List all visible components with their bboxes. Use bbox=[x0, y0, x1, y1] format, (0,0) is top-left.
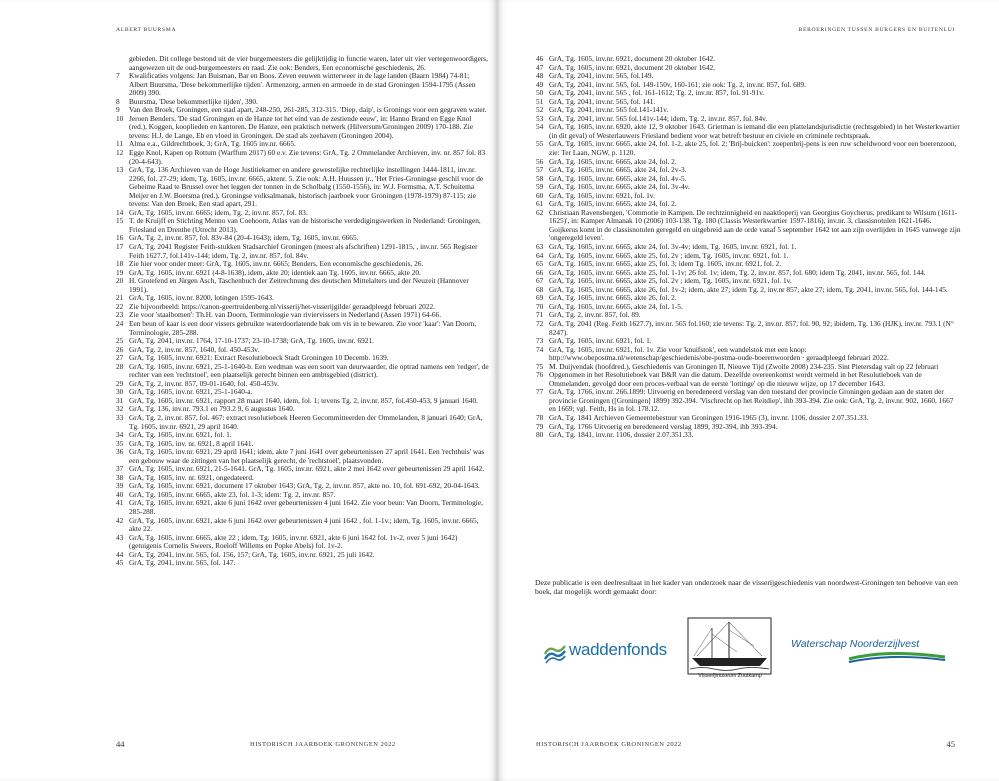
endnote-number: 56 bbox=[536, 156, 544, 166]
endnote-number: 36 bbox=[116, 447, 124, 457]
endnote-text: GrA, Tg. 2041, inv.nr. 565, fol. 141. bbox=[549, 96, 656, 106]
endnote-text: GrA, Tg. 1605, inv.nr. 6921, akte 6 juni 1642 over gebeurtenissen 4 juni 1642. Zie voor beun: Van Doorn, Terminologie, 285-288. bbox=[129, 498, 483, 516]
endnote-number: 46 bbox=[536, 54, 544, 63]
endnote-text: GrA, Tg. 1605, inv.nr. 6921, 21-5-1641. GrA, Tg. 1605, inv.nr. 6921, akte 2 mei 1642 over gebeurtenissen 29 april 1642. bbox=[129, 464, 485, 474]
endnote bbox=[116, 448, 489, 465]
endnote-number: 14 bbox=[116, 207, 124, 217]
endnote-number: 42 bbox=[116, 515, 124, 525]
endnote-number: 70 bbox=[536, 301, 544, 311]
endnote bbox=[536, 346, 962, 363]
endnote-text: Kwalificaties volgens: Jan Buisman, Bar en Boos. Zeven eeuwen winterweer in de lage landen (Baarn 1984) 74-81; Albert Buursma, 'Dese bekommerlijke tijden'. Armenzorg, armen en armoede in de stad Groningen 1594-1795 (Assen 2009) 390. bbox=[129, 71, 476, 98]
endnote-number: 54 bbox=[536, 122, 544, 132]
endnote-text: GrA, Tg. 1605, inv.nr. 6665, akte 24, fol. 4v-5. bbox=[549, 173, 687, 183]
fishing-boat-icon bbox=[682, 616, 777, 676]
waddenfonds-logo bbox=[543, 636, 673, 666]
endnote-text: GrA, Tg. 1605, inv.nr. 6921 (4-8-1638), idem, akte 20; identiek aan Tg. 1605, inv.nr. 6665, akte 20. bbox=[129, 267, 421, 277]
running-head-left: ALBERT BUURSMA bbox=[116, 27, 177, 33]
endnote bbox=[116, 320, 489, 337]
endnote-number: 64 bbox=[536, 250, 544, 260]
endnote-text: GrA, Tg. 1605, inv.nr. 6921, akte 6 juni 1642 over gebeurtenissen 4 juni 1642 , fol. 1-1v.; idem, Tg. 1605, inv.nr. 6665, akte 22. bbox=[129, 515, 479, 534]
endnote bbox=[116, 534, 489, 551]
endnote-number: 66 bbox=[536, 267, 544, 277]
endnote-text: GrA, Tg. 1605, inv. nr. 6921, 8 april 1641. bbox=[129, 438, 254, 448]
endnote-number: 60 bbox=[536, 190, 544, 200]
endnote bbox=[116, 277, 489, 294]
endnote-text: GrA, Tg. 1605, inv.nr. 6921, fol. 1. bbox=[549, 336, 652, 346]
endnote-text: GrA, Tg. 2, inv.nr. 857, fol. 89. bbox=[549, 310, 641, 320]
endnote-number: 53 bbox=[536, 113, 544, 123]
endnote-number: 11 bbox=[116, 139, 124, 149]
endnote-text: GrA, Tg. 1605, inv.nr. 6665, akte 22 ; idem, Tg. 1605, inv.nr. 6921, akte 6 juni 1642 fol. 1v-2, over 5 juni 1642) (getuigenis Cornelis Sweers, Roeloff Willems en Popke Abels) fol. 1v-2. bbox=[129, 532, 458, 551]
footer-left: HISTORISCH JAARBOEK GRONINGEN 2022 bbox=[250, 741, 396, 748]
endnote-number: 51 bbox=[536, 96, 544, 106]
endnote-number: 8 bbox=[116, 96, 120, 106]
endnote bbox=[536, 140, 962, 157]
endnote-number: 32 bbox=[116, 404, 124, 414]
endnote bbox=[536, 123, 962, 140]
waterschap-logo bbox=[791, 634, 965, 674]
endnote-text: GrA, Tg. 1605, inv.nr. 6665, akte 26, fol. 2. bbox=[549, 293, 677, 303]
endnotes-right bbox=[536, 55, 962, 440]
endnote-number: 37 bbox=[116, 464, 124, 474]
endnote-number: 43 bbox=[116, 532, 124, 542]
endnote-text: GrA, Tg. 1605, inv.nr. 6921, 25-1-1640-b. Een wedman was een soort van deurwaarder, die optrad namens een 'redger', de rechter van een 'rechtstoel', een plaatselijk gerecht binnen een ambtsgebied (district). bbox=[129, 361, 489, 380]
endnote bbox=[116, 217, 489, 234]
endnote-text: GrA, Tg. 1605, inv.nr. 6665, akte 24, fol. 2. bbox=[549, 156, 677, 166]
endnote-text: GrA, Tg. 1605, inv.nr. 6921, fol. 1v. Zie voor 'knuifstok', een wandelstok met een knop: http://www.obepostma.nl/wetenschap/geschiedenis/obe-postma-oude-boerenwoorden · geraadpleegd februari 2022. bbox=[549, 344, 889, 363]
waterschap-swoosh-icon bbox=[847, 651, 947, 663]
endnote-number: 71 bbox=[536, 310, 544, 320]
endnote-number: 49 bbox=[536, 79, 544, 89]
endnote-text: GrA, Tg. 2, inv.nr. 857, 1640, fol. 450-453v. bbox=[129, 344, 260, 354]
running-head-right: BEROERINGEN TUSSEN BURGERS EN BUITENLUI bbox=[798, 27, 955, 33]
endnote-number: 33 bbox=[116, 412, 124, 422]
endnote-number: 35 bbox=[116, 438, 124, 448]
endnote-text: GrA, Tg. 1605, inv.nr. 6921, 25-1-1640-a. bbox=[129, 387, 253, 397]
endnote-number: 13 bbox=[116, 165, 124, 175]
endnote-text: GrA, Tg. 1605, inv.nr. 6665, akte 24, fol. 1-2, akte 25, fol. 2; 'Brij-buicken': zoepenbrij-pens is een ruw scheldwoord voor een boerenzoon, zie: Ter Laan, NGW, p. 1120. bbox=[549, 139, 957, 158]
endnote-text: GrA, Tg. 1605, inv.nr. 6665, akte 24, fol. 1-5. bbox=[549, 301, 683, 311]
endnote bbox=[116, 517, 489, 534]
endnote-number: 9 bbox=[116, 105, 120, 115]
note-continuation: gebieden. Dit college bestond uit de vier burgemeesters die gelijktijdig in functie waren, later uit vier vertegenwoordigers, aangewezen uit de oud-burgemeesters en raad. Zie ook: Benders, Een economische geschiedenis, 26. bbox=[129, 54, 488, 72]
endnote-number: 80 bbox=[536, 430, 544, 440]
endnote-text: GrA, Tg. 2041, inv.nr. 565, fol. 147. bbox=[129, 558, 236, 568]
endnote-text: Zie voor 'staalbomen': Th.H. van Doorn, Terminologie van riviervissers in Nederland (Assen 1971) 64-66. bbox=[129, 310, 442, 320]
sponsor-statement: Deze publicatie is een deelresultaat in het kader van onderzoek naar de visserijgeschiedenis van noordwest-Groningen ten behoeve van een boek, dat mogelijk wordt gemaakt door: bbox=[535, 578, 958, 597]
endnote bbox=[116, 363, 489, 380]
endnote-text: GrA, Tg. 2041 Register Feith-stukken Stadsarchief Groningen (meest als afschriften) 1291-1815, , inv.nr. 565 Register Feith 1627.7, fol.141v-144; idem, Tg. 2, inv.nr. 857, fol. 84v. bbox=[129, 242, 478, 260]
endnote-text: GrA, Tg. 136 Archieven van de Hoge Justitiekamer en andere gewestelijke rechterlijke instellingen 1444-1811, inv.nr. 2266, fol. 27-29; idem, Tg. 1605, inv.nr. 6665, aktenr. 5. Zie ook: A.H. Huussen jr., 'Het Fries-Groningse geschil voor de Geheime Raad te Brussel over het leggen der tonnen in de Scholbalg (1550-1556), in: W.J. Formsma, A.T. Schuitema Meijer en J.W. Boersma (red.), Groningse volksalmanak, historisch jaarboek voor Groningen (1978-1979) 87-115; zie tevens: Van den Broek, Een stad apart, 291. bbox=[129, 165, 484, 209]
endnote-number: 69 bbox=[536, 293, 544, 303]
endnote-text: GrA, Tg. 2041, inv.nr. 565 fol.141v-144; idem, Tg. 2, inv.nr. 857, fol. 84v. bbox=[549, 113, 768, 123]
endnote bbox=[116, 72, 489, 98]
endnote-number: 73 bbox=[536, 336, 544, 346]
endnote-text: GrA, Tg. 2041 (Reg. Feith 1627.7), inv.nr. 565 fol.160; zie tevens: Tg. 2, inv.nr. 857, fol. 90, 92; ibidem, Tg. 136 (HJK), inv.nr. 793.1 (N° 8247). bbox=[549, 318, 954, 337]
endnote-text: GrA, Tg. 1766 Uitvoerig en beredeneerd verslag 1899, 392-394, ihb 393-394. bbox=[549, 421, 778, 431]
endnote-number: 67 bbox=[536, 276, 544, 286]
endnote-text: GrA, Tg. 1605, inv.nr. 6921, document 17 oktober 1643; GrA, Tg. 2, inv.nr. 857, akte no. 10, fol. 691-692, 20-04-1643. bbox=[129, 481, 480, 491]
endnote-text: GrA, Tg. 1605, inv.nr. 6921, rapport 28 maart 1640, idem, fol. 1; tevens Tg. 2, inv.nr. 857, fol.450-453, 9 januari 1640. bbox=[129, 395, 478, 405]
endnote-number: 17 bbox=[116, 242, 124, 252]
endnote bbox=[536, 371, 962, 388]
endnote-number: 15 bbox=[116, 216, 124, 226]
endnote-text: GrA, Tg. 1605, inv.nr. 6665, akte 25, fol. 3; idem Tg. 1605, inv.nr. 6921, fol. 2. bbox=[549, 259, 782, 269]
waddenfonds-wave-icon bbox=[543, 640, 567, 664]
endnote-text: GrA, Tg. 1605, inv.nr. 6665, akte 25, fol. 1-1v; 26 fol. 1v; idem, Tg. 2, inv.nr. 857, fol. 680; idem Tg. 2041, inv.nr. 565, fol. 144. bbox=[549, 267, 926, 277]
left-page bbox=[0, 0, 497, 781]
endnote-number: 50 bbox=[536, 88, 544, 98]
waterschap-wordmark: Waterschap Noorderzijlvest bbox=[791, 638, 920, 650]
visserijmuseum-caption: Visserijmuseum Zoutkamp bbox=[698, 673, 762, 679]
endnote-text: GrA, Tg. 1766, inv.nr. 266.1899: Uitvoerig en beredeneerd verslag van den toestand der provincie Groningen gedaan aan de staten der provincie Groningen ([Groningen] 1899) 392-394. 'Vischrecht op het Reitdiep', ihb 393-394. Zie ook: GrA, Tg. 2, inv.nr. 902, 1660, 1667 en 1669; vgl. Feith, Hs in fol. 178.12. bbox=[549, 387, 954, 414]
endnote bbox=[116, 243, 489, 260]
footer-right: HISTORISCH JAARBOEK GRONINGEN 2022 bbox=[536, 741, 682, 748]
waddenfonds-wordmark: waddenfonds bbox=[569, 640, 667, 659]
endnote-text: GrA, Tg. 1605, inv.nr. 6920, akte 12, 9 oktober 1643. Grietman is iemand die een plattelandsjurisdictie (rechtsgebied) in het Westerkwartier (in dit geval) of Westerlauwers Friesland bedient voor wat betreft bestuur en civiele en criminele rechtspraak. bbox=[549, 122, 960, 140]
endnote-number: 12 bbox=[116, 148, 124, 158]
endnote-text: GrA, Tg. 1605, inv.nr. 6921, 29 april 1641; idem, akte 7 juni 1641 over gebeurtenissen 27 april 1641. Een 'rechthuis' was een gebouw waar de zittingen van het plaatselijk gerecht, de 'rechtstoel', plaatsvonden. bbox=[129, 447, 485, 465]
endnote-text: Christiaan Ravensbergen, 'Commotie in Kampen. De rechtzinnigheid en naaktloperij van Georgius Goycherus, predikant te Wilsum (1611-1625)', in: Kamper Almanak 10 (2006) 103-138. Tg. 180 (Classis Westerkwartier 1597-1816), inv.nr. 3, classisnotulen 1621-1646. Goijkerus komt in de classisnotulen geregeld en uitgebreid aan de orde vanaf 5 september 1642 tot aan zijn overlijden in 1645 vanwege zijn 'ongeregeld leven'. bbox=[549, 207, 961, 243]
endnote-number: 77 bbox=[536, 387, 544, 397]
endnote bbox=[116, 414, 489, 431]
page-number-left: 44 bbox=[116, 739, 125, 749]
endnote bbox=[116, 499, 489, 516]
endnote-text: GrA, Tg. 1605, inv. nr. 6921, ongedateerd. bbox=[129, 472, 254, 482]
endnote-text: T. de Kruijff en Stichting Menno van Coehoorn, Atlas van de historische verdedigingswerken in Nederland: Groningen, Friesland en Drenthe (Utrecht 2013). bbox=[129, 216, 481, 234]
endnote-number: 28 bbox=[116, 361, 124, 371]
endnote-number: 19 bbox=[116, 267, 124, 277]
endnote bbox=[536, 388, 962, 414]
endnote-number: 79 bbox=[536, 421, 544, 431]
endnote-number: 21 bbox=[116, 293, 124, 303]
endnote-number: 29 bbox=[116, 378, 124, 388]
endnote-number: 26 bbox=[116, 344, 124, 354]
endnote-number: 39 bbox=[116, 481, 124, 491]
endnote-number: 22 bbox=[116, 301, 124, 311]
endnote-number: 48 bbox=[536, 71, 544, 81]
endnote bbox=[116, 149, 489, 166]
endnote bbox=[536, 320, 962, 337]
endnote-text: GrA, Tg. 2, inv.nr. 857, fol. 467: extract resolutieboek Heeren Gecommitteerden der Ommelanden, 8 januari 1640; GrA, Tg. 1605, inv.nr. 6921, 29 april 1640. bbox=[129, 412, 483, 431]
endnote-number: 57 bbox=[536, 165, 544, 175]
endnote-number: 59 bbox=[536, 182, 544, 192]
endnote-number: 24 bbox=[116, 318, 124, 328]
endnote-number: 10 bbox=[116, 113, 124, 123]
endnote-text: H. Grotefend en Jürgen Asch, Taschenbuch der Zeitrechnung des deutschen Mittelalters und der Neuzeit (Hannover 1991). bbox=[129, 276, 469, 294]
endnote-number: 72 bbox=[536, 318, 544, 328]
endnote-number: 75 bbox=[536, 361, 544, 371]
endnote-text: Een beun of kaar is een door vissers gebruikte waterdoorlatende bak om vis in te bewaren. Zie voor 'kaar': Van Doorn, Terminologie, 285-288. bbox=[129, 318, 477, 337]
endnote-text: GrA, Tg. 1841, inv.nr. 1106, dossier 2.07.351.33. bbox=[549, 430, 694, 440]
endnote-text: GrA, Tg. 2041, inv.nr. 1764, 17-10-1737; 23-10-1738; GrA, Tg. 1605, inv.nr. 6921. bbox=[129, 336, 374, 346]
endnote-number: 18 bbox=[116, 259, 124, 269]
endnote-number: 68 bbox=[536, 284, 544, 294]
endnote-text: Zie bijvoorbeeld: https://canon-geertruidenberg.nl/visserij/het-visserijgilde/ geraadpleegd februari 2022. bbox=[129, 301, 435, 311]
endnote-text: GrA, Tg. 2041, inv.nr. 565, fol. 149-150v, 160-161; zie ook: Tg. 2, inv.nr. 857, fol. 689. bbox=[549, 79, 806, 89]
endnote-text: Egge Knol, Kapen op Rottum (Warffum 2017) 60 e.v. Zie tevens: GrA, Tg. 2 Ommelander Archieven, inv. nr. 857 fol. 83 (20-4-643). bbox=[129, 148, 486, 166]
endnote-text: GrA, Tg. 1605, inv.nr. 6665, akte 24, fol. 2v-3. bbox=[549, 165, 687, 175]
page-number-right: 45 bbox=[946, 739, 955, 749]
endnote-text: GrA, Tg. 1605, inv.nr. 6921, document 20 oktober 1642. bbox=[549, 62, 716, 72]
visserijmuseum-logo bbox=[682, 616, 777, 690]
endnote-text: M. Duijvendak (hoofdred.), Geschiedenis van Groningen II, Nieuwe Tijd (Zwolle 2008) 234-235. Sint Pietersdag valt op 22 februari bbox=[549, 361, 939, 371]
endnote-text: Van den Broek, Groningen, een stad apart, 248-250, 261-285, 312-315. 'Diep, daip', is Gronings voor een gegraven water. bbox=[129, 105, 487, 115]
endnote-number: 76 bbox=[536, 370, 544, 380]
endnote-number: 74 bbox=[536, 344, 544, 354]
endnote-text: GrA, Tg. 1605, inv.nr. 6665, akte 25, fol. 2v ; idem, Tg. 1605, inv.nr. 6921, fol. 1v. bbox=[549, 276, 792, 286]
endnote-text: GrA, Tg. 1605, inv.nr. 6665, akte 24, fol. 2. bbox=[549, 199, 677, 209]
endnote-text: Opgenomen in het Resolutieboek van B&R van die datum. Dezelfde overeenkomst wordt vermeld in het Resolutieboek van de Ommelanden, gevolgd door een proces-verbaal van de eerste 'lottinge' op die nieuwe wijze, op 17 december 1643. bbox=[549, 370, 922, 388]
endnote-number: 40 bbox=[116, 489, 124, 499]
endnote bbox=[116, 166, 489, 209]
endnote bbox=[536, 431, 962, 440]
endnote-text: GrA, Tg. 1841 Archieven Gemeentebestuur van Groningen 1916-1965 (3), inv.nr. 1106, dossier 2.07.351.33. bbox=[549, 412, 869, 422]
endnote-number: 23 bbox=[116, 310, 124, 320]
endnote-text: GrA, Tg. 1605, inv.nr. 6665, akte 23, fol. 1-3; idem: Tg. 2, inv.nr. 857. bbox=[129, 489, 336, 499]
endnote bbox=[116, 559, 489, 568]
endnote-number: 34 bbox=[116, 430, 124, 440]
endnote-number: 45 bbox=[116, 558, 124, 568]
endnote-text: GrA, Tg. 1605, inv.nr. 6921, fol. 1v. bbox=[549, 190, 655, 200]
endnotes-left bbox=[116, 55, 489, 568]
right-page bbox=[497, 0, 999, 781]
endnote-text: Zie hier voor onder meer: GrA, Tg. 1605, inv.nr. 6665; Benders, Een economische geschiedenis, 26. bbox=[129, 259, 424, 269]
endnote-text: GrA, Tg. 1605, inv.nr. 6921: Extract Resolutieboeck Stadt Groningen 10 Decemb. 1639. bbox=[129, 353, 389, 363]
endnote-number: 38 bbox=[116, 472, 124, 482]
endnote-number: 78 bbox=[536, 412, 544, 422]
endnote-text: GrA, Tg. 1605, inv.nr. 6665, akte 25, fol. 2v ; idem, Tg. 1605, inv.nr. 6921, fol. 1. bbox=[549, 250, 789, 260]
endnote-number: 62 bbox=[536, 207, 544, 217]
endnote-number: 31 bbox=[116, 395, 124, 405]
endnote-text: Buursma, 'Dese bekommerlijke tijden', 390. bbox=[129, 96, 258, 106]
endnote bbox=[536, 209, 962, 243]
endnote-text: Jeroen Benders, 'De stad Groningen en de Hanze tot het eind van de zestiende eeuw', in: Hanno Brand en Egge Knol (red.), Koggen, kooplieden en kantoren. De Hanze, een praktisch netwerk (Hilversum/Groningen 2009) 170-188. Zie tevens: H.J. de Lange, Eb en vloed in Groningen. De stad als zeehaven (Groningen 2004). bbox=[129, 113, 474, 140]
endnote-number: 55 bbox=[536, 139, 544, 149]
endnote-number: 61 bbox=[536, 199, 544, 209]
endnote-number: 41 bbox=[116, 498, 124, 508]
endnote-number: 27 bbox=[116, 353, 124, 363]
endnote-text: GrA, Tg. 1605, inv.nr. 6921, document 20 oktober 1642. bbox=[549, 54, 716, 63]
endnote-text: GrA, Tg. 1605, inv.nr. 6665; idem, Tg. 2, inv.nr. 857, fol. 83. bbox=[129, 207, 308, 217]
endnote-text: GrA, Tg. 1605, inv.nr. 6921, fol. 1. bbox=[129, 430, 232, 440]
endnote-number: 44 bbox=[116, 549, 124, 559]
endnote-text: GrA, Tg. 1605, inv.nr. 8200, lotingen 1595-1643. bbox=[129, 293, 274, 303]
sponsor-logos bbox=[535, 612, 965, 697]
endnote-text: GrA, Tg. 2, inv.nr. 857, 09-01-1640, fol. 450-453v. bbox=[129, 378, 279, 388]
endnote-number: 7 bbox=[116, 71, 120, 81]
endnote-number: 20 bbox=[116, 276, 124, 286]
endnote-number: 52 bbox=[536, 105, 544, 115]
endnote-number: 30 bbox=[116, 387, 124, 397]
endnote-number: 65 bbox=[536, 259, 544, 269]
endnote-number: 16 bbox=[116, 233, 124, 243]
endnote-text: Alma e.a., Gildrechtboek, 3; GrA, Tg. 1605 inv.nr. 6665. bbox=[129, 139, 296, 149]
endnote-text: GrA, Tg. 1605, inv.nr. 6665, akte 26, fol. 1v-2; idem, akte 27; idem Tg. 2, inv.nr 857, akte 27; idem, Tg. 2041, inv.nr. 565, fol. 144-145. bbox=[549, 284, 948, 294]
endnote-text: GrA, Tg. 2041, inv.nr. 565, fol. 156, 157; GrA, Tg. 1605, inv.nr. 6921, 25 juli 1642. bbox=[129, 549, 375, 559]
endnote-number: 25 bbox=[116, 336, 124, 346]
endnote-text: GrA, Tg. 2041, inv.nr. 565, fol.149. bbox=[549, 71, 654, 81]
endnote-text: GrA, Tg. 1605, inv.nr. 6665, akte 24, fol. 3v-4v; idem, Tg. 1605, inv.nr. 6921, fol. 1. bbox=[549, 242, 797, 252]
endnote-number: 58 bbox=[536, 173, 544, 183]
endnote-text: GrA, Tg. 2041, inv.nr. 565 , fol. 161-1612; Tg. 2, inv.nr. 857, fol. 91-91v. bbox=[549, 88, 765, 98]
endnote-text: GrA, Tg. 2041, inv.nr. 565 fol.141-141v. bbox=[549, 105, 669, 115]
endnote-text: GrA, Tg. 2, inv.nr. 857, fol. 83v-84 (20-4-1643); idem, Tg. 1605, inv.nr. 6665. bbox=[129, 233, 359, 243]
endnote-text: GrA, Tg. 136, inv.nr. 793.1 en 793.2 9, 6 augustus 1640. bbox=[129, 404, 295, 414]
endnote-number: 63 bbox=[536, 242, 544, 252]
endnote-number: 47 bbox=[536, 62, 544, 72]
endnote-text: GrA, Tg. 1605, inv.nr. 6665, akte 24, fol. 3v-4v. bbox=[549, 182, 690, 192]
endnote bbox=[116, 115, 489, 141]
